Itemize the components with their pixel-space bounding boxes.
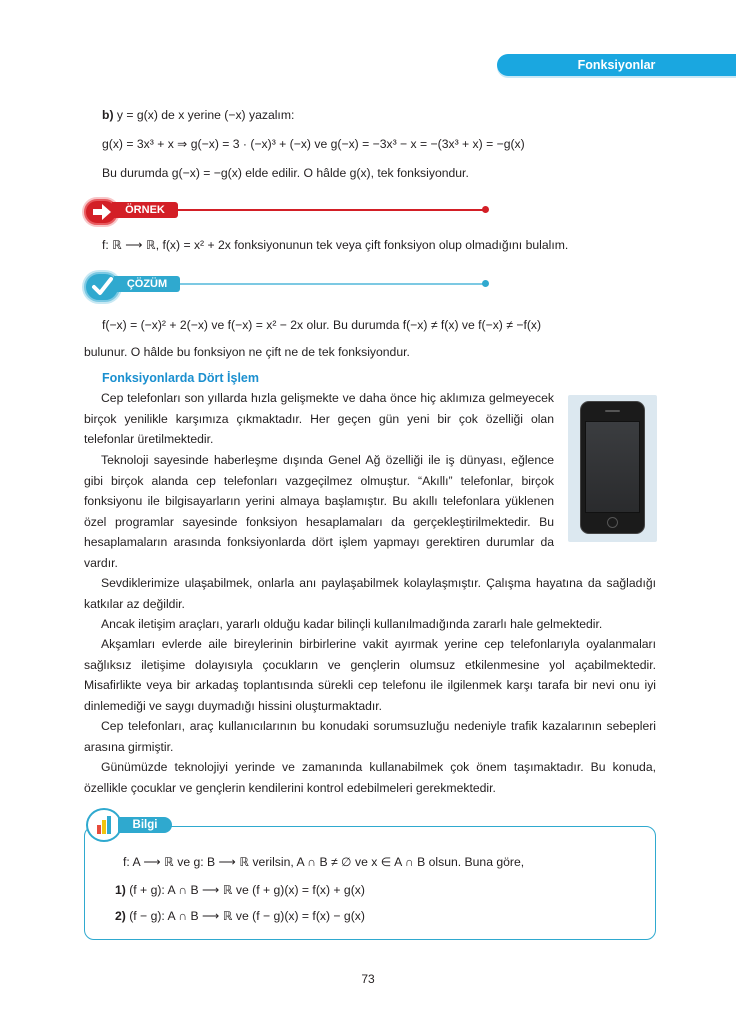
section-paragraph-5 <box>84 634 656 716</box>
part-b-label: b) <box>102 108 114 122</box>
solution-divider-dot <box>482 280 489 287</box>
section-paragraph-4 <box>84 614 656 635</box>
page-number: 73 <box>361 972 375 986</box>
chapter-tab: Fonksiyonlar <box>497 54 736 76</box>
info-rule-2 <box>115 907 365 925</box>
section-paragraph-3 <box>84 573 656 614</box>
solution-divider <box>180 283 485 285</box>
example-divider <box>178 209 485 211</box>
smartphone-screen <box>585 421 640 513</box>
part-b-conclusion: Bu durumda g(−x) = −g(x) elde edilir. O hâlde g(x), tek fonksiyondur. <box>102 166 469 180</box>
part-b-statement: y = g(x) de x yerine (−x) yazalım: <box>113 108 295 122</box>
info-rule-1 <box>115 881 365 899</box>
section-paragraph-2 <box>84 450 554 574</box>
info-rule-1-text: (f + g): A ∩ B ⟶ ℝ ve (f + g)(x) = f(x) + g(x) <box>125 883 365 897</box>
solution-line2: bulunur. O hâlde bu fonksiyon ne çift ne de tek fonksiyondur. <box>84 345 410 359</box>
info-label: Bilgi <box>118 817 172 833</box>
solution-label: ÇÖZÜM <box>114 276 180 292</box>
section-paragraph-1 <box>84 388 554 450</box>
info-intro: f: A ⟶ ℝ ve g: B ⟶ ℝ verilsin, A ∩ B ≠ ∅ ve x ∈ A ∩ B olsun. Buna göre, <box>123 855 525 869</box>
section-title: Fonksiyonlarda Dört İşlem <box>102 371 259 385</box>
section-paragraph-7 <box>84 757 656 798</box>
example-divider-dot <box>482 206 489 213</box>
paragraph-7: Günümüzde teknolojiyi yerinde ve zamanında kullanabilmek çok önem taşımaktadır. Bu konuda, özellikle çocuklar ve gençlerin kendilerini kontrol edebilmeleri gerekmektedir. <box>84 760 656 795</box>
part-b-equation: g(x) = 3x³ + x ⇒ g(−x) = 3 · (−x)³ + (−x) ve g(−x) = −3x³ − x = −(3x³ + x) = −g(x) <box>102 137 525 151</box>
example-text: f: ℝ ⟶ ℝ, f(x) = x² + 2x fonksiyonunun tek veya çift fonksiyon olup olmadığını bulalım. <box>102 238 569 252</box>
paragraph-4: Ancak iletişim araçları, yararlı olduğu kadar bilinçli kullanılmadığında zararlı hale gelmektedir. <box>101 617 603 631</box>
info-rule-1-number: 1) <box>115 883 126 897</box>
solution-line1: f(−x) = (−x)² + 2(−x) ve f(−x) = x² − 2x olur. Bu durumda f(−x) ≠ f(x) ve f(−x) ≠ −f(x) <box>102 318 542 332</box>
paragraph-1: Cep telefonları son yıllarda hızla gelişmekte ve daha önce hiç aklımıza gelmeyecek birçok yenilikle karşımıza çıkmaktadır. Her geçen gün yeni bir çok özelliği olan telefonlar üretilmektedir. <box>84 391 554 447</box>
smartphone-home-button <box>607 517 618 528</box>
part-b-line1 <box>102 106 294 124</box>
info-chart-icon <box>86 808 122 842</box>
info-box <box>84 826 656 940</box>
info-rule-2-text: (f − g): A ∩ B ⟶ ℝ ve (f − g)(x) = f(x) − g(x) <box>125 909 365 923</box>
paragraph-5: Akşamları evlerde aile bireylerinin birbirlerine vakit ayırmak yerine cep telefonlarıyla oyalanmaları sağlıksız iletişime dolayısıyla çocukların ve gençlerin olumsuz etkilenmesine yol açabilmektedir. Misafirlikte veya bir arkadaş toplantısında sürekli cep telefonu ile ilgilenmek karşı tarafa bir nevi onu iyi dinlemediği ve saygı duymadığı hissini oluşturmaktadır. <box>84 637 656 713</box>
info-rule-2-number: 2) <box>115 909 126 923</box>
paragraph-2: Teknoloji sayesinde haberleşme dışında Genel Ağ özelliği ile iş dünyası, eğlence gibi birçok alanda cep telefonları vazgeçilmez olmuştur. “Akıllı” telefonlar, birçok fonksiyonu ile bilgisayarların yerini almaya başlamıştır. Bu akıllı telefonlara yüklenen özel programlar sayesinde fonksiyon hesaplamaları da gerçekleştirilmektedir. Bu hesaplamaların arasında fonksiyonlarda dört işlem yapmayı gerektiren durumlar da vardır. <box>84 453 554 570</box>
smartphone-speaker <box>605 410 620 412</box>
example-label: ÖRNEK <box>112 202 178 218</box>
section-paragraph-6 <box>84 716 656 757</box>
paragraph-3: Sevdiklerimize ulaşabilmek, onlarla anı paylaşabilmek kolaylaşmıştır. Çalışma hayatına da sağladığı katkılar az değildir. <box>84 576 656 611</box>
paragraph-6: Cep telefonları, araç kullanıcılarının bu konudaki sorumsuzluğu nedeniyle trafik kazalarının sebepleri arasına girmiştir. <box>84 719 656 754</box>
